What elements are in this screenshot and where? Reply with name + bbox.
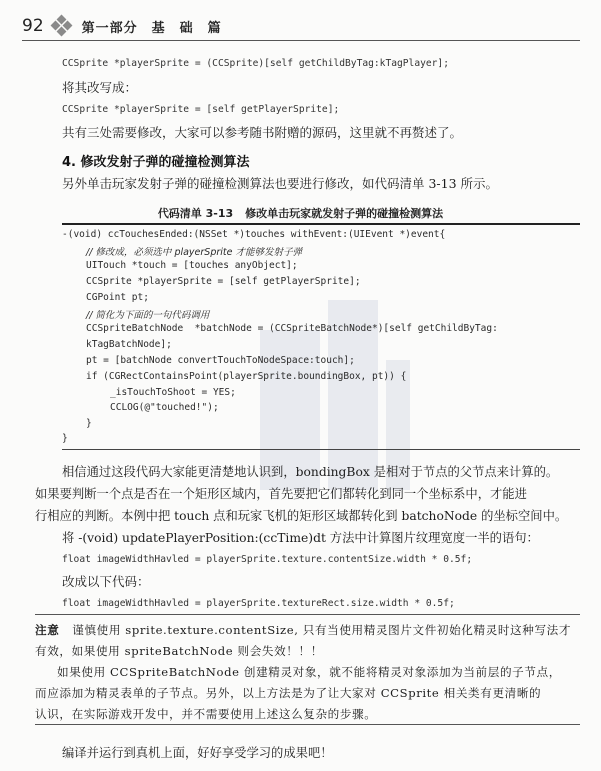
listing-line: kTagBatchNode]; [86, 339, 172, 350]
page-number: 92 [22, 16, 44, 36]
note-line: 有效，如果使用 spriteBatchNode 则会失效！！！ [35, 644, 323, 658]
paragraph-line: 如果要判断一个点是否在一个矩形区域内，首先要把它们都转化到同一个坐标系中，才能进 [35, 487, 527, 501]
code-line-rewritten: float imageWidthHavled = playerSprite.textureRect.size.width * 0.5f; [62, 598, 455, 609]
subsection-heading: 4. 修改发射子弹的碰撞检测算法 [62, 155, 250, 170]
listing-number: 代码清单 3-13 [157, 207, 234, 220]
body-text: 改成以下代码： [62, 574, 150, 589]
body-text: 另外单击玩家发射子弹的碰撞检测算法也要进行修改，如代码清单 3-13 所示。 [62, 176, 499, 191]
listing-line: CCSpriteBatchNode *batchNode = (CCSpriteBatchNode*)[self getChildByTag: [86, 323, 498, 334]
closing-text: 编译并运行到真机上面，好好享受学习的成果吧！ [62, 746, 333, 760]
listing-line: if (CGRectContainsPoint(playerSprite.boundingBox, pt)) { [86, 371, 407, 382]
listing-line: -(void) ccTouchesEnded:(NSSet *)touches withEvent:(UIEvent *)event{ [62, 229, 446, 240]
note-line: 而应添加为精灵表单的子节点。另外，以上方法是为了让大家对 CCSprite 相关类有更清晰的 [35, 686, 542, 700]
listing-top-rule [62, 223, 580, 225]
paragraph-line: 行相应的判断。本例中把 touch 点和玩家飞机的矩形区域都转化到 batchoNode 的坐标空间中。 [35, 509, 568, 523]
note-top-rule [35, 614, 580, 615]
section-title: 第一部分 基 础 篇 [81, 20, 222, 36]
page-header [22, 14, 222, 38]
listing-line: CGPoint pt; [86, 292, 149, 303]
code-line-original: float imageWidthHavled = playerSprite.texture.contentSize.width * 0.5f; [62, 554, 473, 565]
note-line [35, 622, 571, 638]
note-text: 谨慎使用 sprite.texture.contentSize, 只有当使用精灵图片文件初始化精灵时这种写法才 [72, 623, 572, 637]
note-label: 注意 [35, 623, 60, 637]
listing-line: _isTouchToShoot = YES; [110, 387, 236, 398]
body-text: 将其改写成： [62, 80, 138, 95]
listing-line: UITouch *touch = [touches anyObject]; [86, 260, 298, 271]
body-text: 共有三处需要修改，大家可以参考随书附赠的源码，这里就不再赘述了。 [62, 125, 463, 140]
header-rule [22, 40, 580, 41]
diamond-cluster-icon [52, 16, 72, 36]
note-line: 如果使用 CCSpriteBatchNode 创建精灵对象，就不能将精灵对象添加为当前层的子节点， [57, 665, 561, 679]
code-line-original: CCSprite *playerSprite = (CCSprite)[self getChildByTag:kTagPlayer]; [62, 58, 449, 69]
note-bottom-rule [35, 724, 580, 725]
paragraph-line: 将 -(void) updatePlayerPosition:(ccTime)dt 方法中计算图片纹理宽度一半的语句： [62, 531, 539, 545]
code-line-rewritten: CCSprite *playerSprite = [self getPlayerSprite]; [62, 104, 340, 115]
listing-line: } [86, 418, 92, 429]
listing-line: CCSprite *playerSprite = [self getPlayerSprite]; [86, 276, 361, 287]
listing-caption [0, 205, 601, 221]
paragraph-line: 相信通过这段代码大家能更清楚地认识到，bondingBox 是相对于节点的父节点来计算的。 [62, 465, 559, 479]
listing-comment: // 简化为下面的一句代码调用 [86, 310, 210, 321]
listing-bottom-rule [62, 449, 580, 450]
listing-line: } [62, 433, 68, 444]
note-line: 认识，在实际游戏开发中，并不需要使用上述这么复杂的步骤。 [35, 707, 377, 721]
listing-title: 修改单击玩家就发射子弹的碰撞检测算法 [245, 207, 444, 220]
listing-comment: // 修改成，必须选中 playerSprite 才能够发射子弹 [86, 247, 303, 258]
listing-line: CCLOG(@"touched!"); [110, 402, 219, 413]
listing-line: pt = [batchNode convertTouchToNodeSpace:touch]; [86, 355, 355, 366]
